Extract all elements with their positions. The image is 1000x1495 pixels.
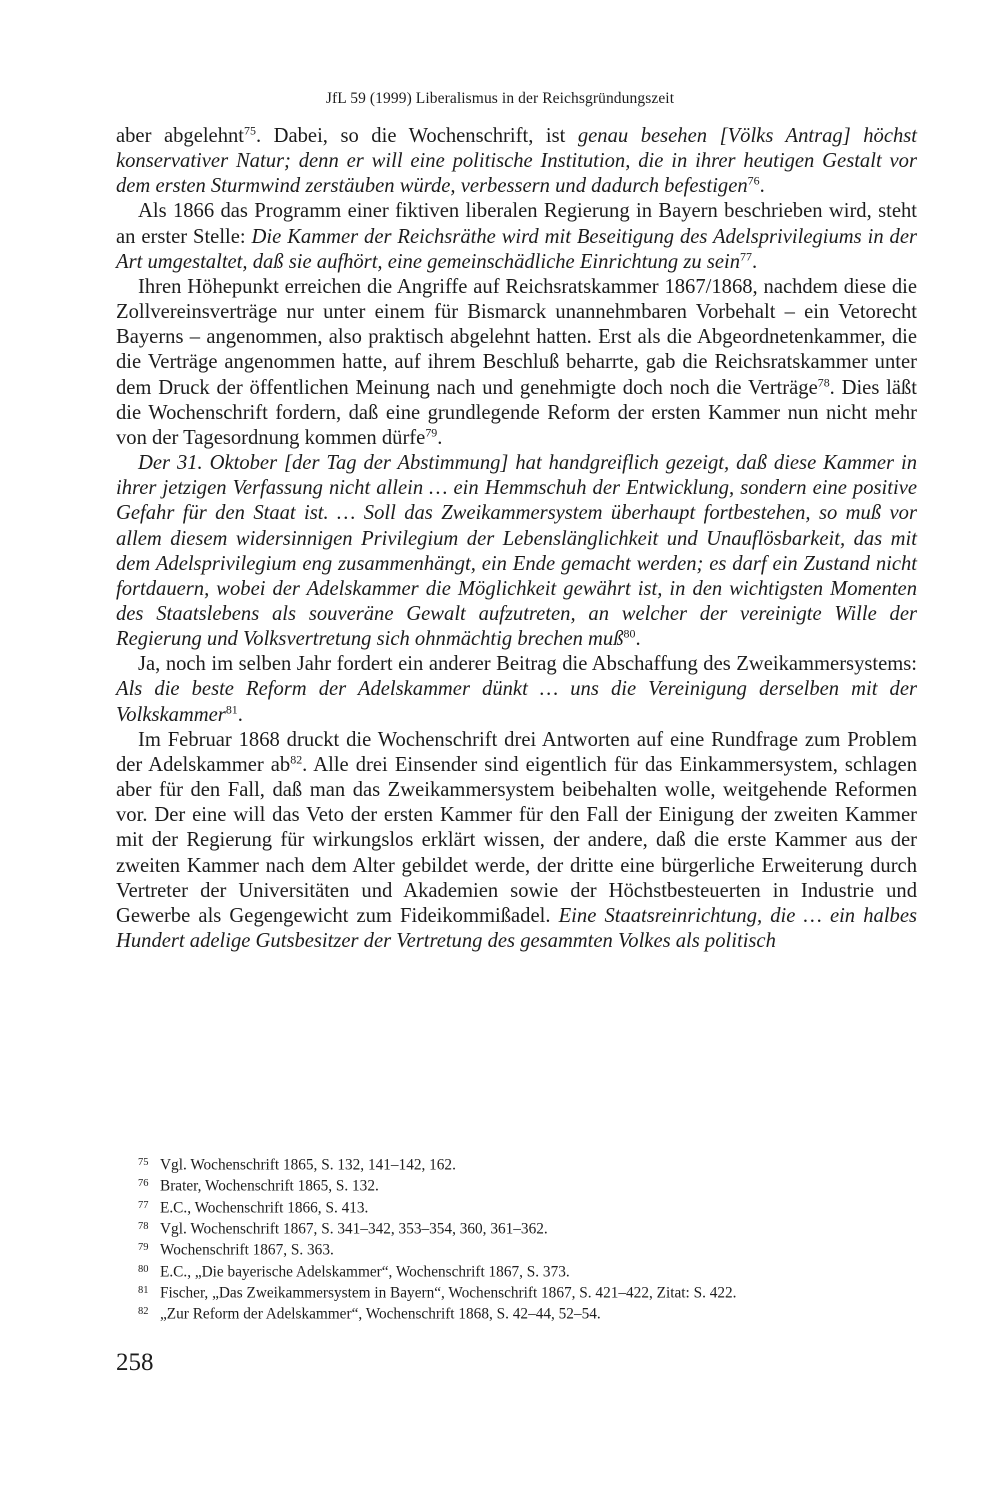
footnote-ref: 80 [623, 626, 636, 641]
footnote-ref: 78 [817, 375, 830, 390]
quotation: Die Kammer der Reichsräthe wird mit Beseitigung des Adelsprivilegiums in der Art umgestaltet, daß sie aufhört, eine gemeinschädliche Einrichtung zu sein [116, 225, 917, 273]
paragraph-text: . [759, 175, 765, 198]
footnote-number: 78 [138, 1220, 149, 1232]
quotation: genau besehen [Völks Antrag] höchst konservativer Natur; denn er will eine politische Institution, die in ihrer heutigen Gestalt vor dem ersten Sturmwind zerstäuben würde, verbessern und dadurch befestigen [116, 125, 917, 198]
paragraph-text: Als 1866 das Programm einer fiktiven liberalen Regierung in Bayern beschrieben wird, steht an erster Stelle: [116, 200, 917, 248]
footnote-number: 79 [138, 1242, 149, 1254]
footnote-text: Vgl. Wochenschrift 1865, S. 132, 141–142, 162. [160, 1156, 456, 1174]
footnote [138, 1282, 918, 1303]
footnote-number: 82 [138, 1306, 149, 1318]
quotation: Als die beste Reform der Adelskammer dünkt … uns die Vereinigung derselben mit der Volkskammer [116, 678, 917, 726]
footnote-ref: 75 [244, 123, 256, 138]
paragraph-text: . Alle drei Einsender sind eigentlich für das Einkammersystem, schlagen aber für den Fall, daß man das Zweikammersystem beibehalten wolle, weitgehende Reformen vor. Der eine will das Veto der ersten Kammer für den Fall der Einigung der zweiten Kammer mit der Regierung für wirkungslos erklärt wissen, der andere, daß die erste Kammer aus der zweiten Kammer nach dem Alter gebildet werde, der dritte eine bürgerliche Erweiterung durch Vertreter der Universitäten und Akademien sowie der Höchstbesteuerten in Industrie und Gewerbe als Gegengewicht zum Fideikommißadel. [116, 753, 917, 927]
footnote [138, 1154, 918, 1175]
footnote-number: 75 [138, 1157, 149, 1168]
footnote-ref: 77 [740, 249, 752, 264]
paragraph-text: . Dabei, so die Wochenschrift, ist [255, 125, 578, 147]
quotation: Eine Staatsreinrichtung, die … ein halbes Hundert adelige Gutsbesitzer der Vertretung des gesammten Volkes als politisch [116, 904, 917, 952]
paragraph-text: aber abgelehnt [116, 125, 245, 147]
paragraph [116, 728, 917, 954]
paragraph-text: Im Februar 1868 druckt die Wochenschrift drei Antworten auf eine Rundfrage zum Problem der Adelskammer ab [116, 728, 917, 776]
footnotes [138, 1154, 918, 1325]
paragraph [116, 275, 917, 451]
footnote [138, 1218, 918, 1239]
footnote-text: Vgl. Wochenschrift 1867, S. 341–342, 353–354, 360, 361–362. [160, 1220, 548, 1238]
body-text [116, 124, 917, 954]
paragraph [116, 451, 917, 652]
footnote-text: Fischer, „Das Zweikammersystem in Bayern“, Wochenschrift 1867, S. 421–422, Zitat: S. 422. [160, 1284, 737, 1302]
paragraph-text: . [635, 628, 641, 651]
footnote-text: E.C., „Die bayerische Adelskammer“, Wochenschrift 1867, S. 373. [160, 1262, 570, 1280]
footnote-text: Brater, Wochenschrift 1865, S. 132. [160, 1177, 379, 1195]
quotation: Der 31. Oktober [der Tag der Abstimmung] hat handgreiflich gezeigt, daß diese Kammer in ihrer jetzigen Verfassung nicht allein … ein Hemmschuh der Entwicklung, sondern eine positive Gefahr für den Staat ist. … Soll das Zweikammersystem überhaupt fortbestehen, so muß vor allem diesem widersinnigen Privilegium der Lebenslänglichkeit und Unauflösbarkeit, das mit dem Adelsprivilegium eng zusammenhängt, ein Ende gemacht werden; es darf ein Zustand nicht fortdauern, wobei der Adelskammer die Möglichkeit gewährt ist, in den wichtigsten Momenten des Staatslebens als souveräne Gewalt aufzutreten, an welcher der vereinigte Wille der Regierung und Volksvertretung sich ohnmächtig brechen muß [116, 452, 917, 651]
paragraph-text: . [437, 426, 443, 449]
footnote-number: 80 [138, 1263, 149, 1275]
footnote [138, 1175, 918, 1196]
footnote-number: 76 [138, 1178, 149, 1190]
footnote-ref: 81 [225, 702, 238, 717]
footnote-text: Wochenschrift 1867, S. 363. [160, 1241, 334, 1259]
paragraph [116, 199, 917, 274]
paragraph [116, 124, 917, 199]
footnote-text: E.C., Wochenschrift 1866, S. 413. [160, 1199, 369, 1217]
footnote [138, 1261, 918, 1282]
footnote [138, 1197, 918, 1218]
footnote-number: 81 [138, 1284, 149, 1296]
footnote-text: „Zur Reform der Adelskammer“, Wochenschrift 1868, S. 42–44, 52–54. [160, 1305, 601, 1323]
paragraph [116, 652, 917, 727]
footnote-ref: 76 [747, 173, 760, 188]
paragraph-text: Ja, noch im selben Jahr fordert ein anderer Beitrag die Abschaffung des Zweikammersystems: [138, 653, 917, 676]
footnote [138, 1303, 918, 1324]
footnote-ref: 79 [425, 425, 438, 440]
paragraph-text: . [237, 703, 243, 726]
paragraph-text: Ihren Höhepunkt erreichen die Angriffe auf Reichsratskammer 1867/1868, nachdem diese die Zollvereinsverträge nur unter einem für Bismarck unannehmbaren Vorbehalt – ein Vetorecht Bayerns – angenommen, also praktisch abgelehnt hatten. Erst als die Abgeordnetenkammer, die die Verträge angenommen hatte, auf ihrem Beschluß beharrte, gab die Reichsratskammer unter dem Druck der öffentlichen Meinung nach und genehmigte doch noch die Verträge [116, 275, 917, 399]
paragraph-text: . [751, 250, 758, 273]
running-head: JfL 59 (1999) Liberalismus in der Reichsgründungszeit [325, 90, 675, 107]
footnote-number: 77 [138, 1199, 149, 1211]
paragraph-text: . Dies läßt die Wochenschrift fordern, daß eine grundlegende Reform der ersten Kammer nun nicht mehr von der Tagesordnung kommen dürfe [116, 376, 917, 449]
footnote-ref: 82 [290, 752, 303, 767]
page-number: 258 [116, 1349, 154, 1376]
footnote [138, 1239, 918, 1260]
